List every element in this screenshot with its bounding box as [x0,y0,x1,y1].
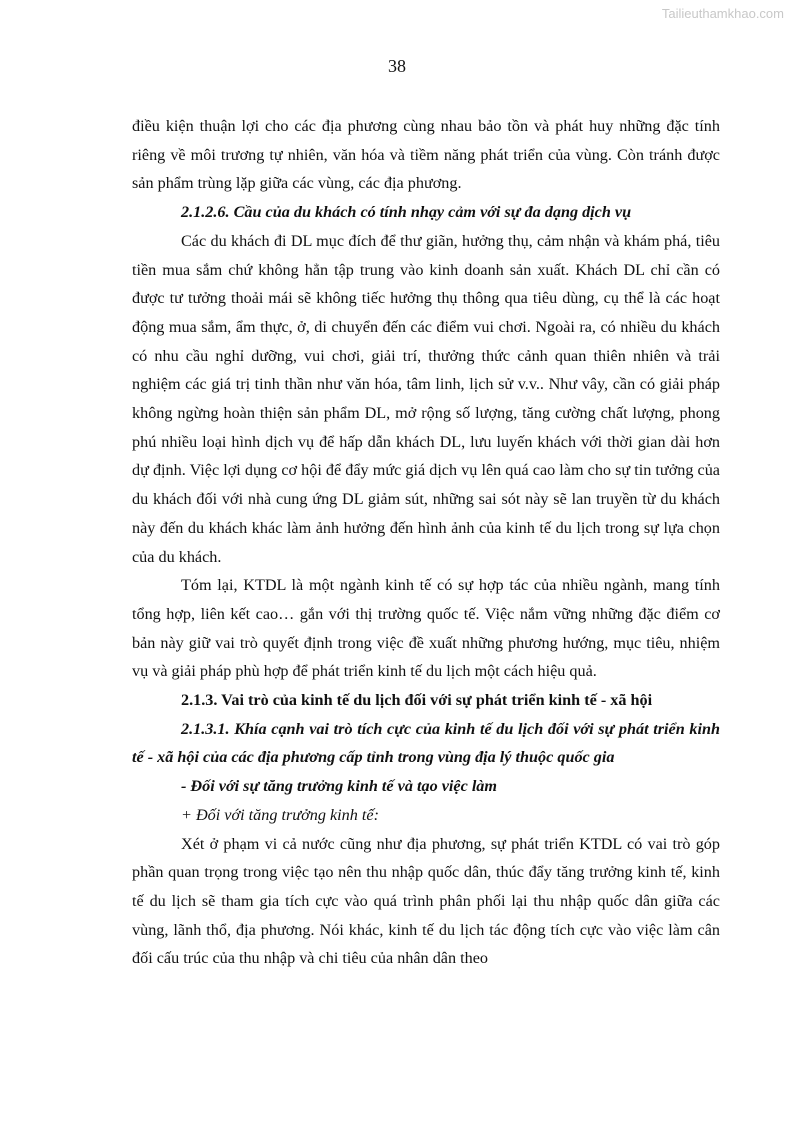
paragraph-tourists: Các du khách đi DL mục đích để thư giãn, hưởng thụ, cảm nhận và khám phá, tiêu tiền mua sắm chứ không hẳn tập trung vào kinh doanh sản xuất. Khách DL chỉ cần có được tư tưởng thoải mái sẽ không tiếc hưởng thụ thông qua tiêu dùng, cụ thể là các hoạt động mua sắm, ẩm thực, ở, di chuyển đến các điểm vui chơi. Ngoài ra, có nhiều du khách có nhu cầu nghỉ dưỡng, vui chơi, giải trí, thưởng thức cảnh quan thiên nhiên và trải nghiệm các giá trị tinh thần như văn hóa, tâm linh, lịch sử v.v.. Như vây, cần có giải pháp không ngừng hoàn thiện sản phẩm DL, mở rộng số lượng, tăng cường chất lượng, phong phú nhiều loại hình dịch vụ để hấp dẫn khách DL, lưu luyến khách với thời gian dài hơn dự định. Việc lợi dụng cơ hội để đẩy mức giá dịch vụ lên quá cao làm cho sự tin tưởng của du khách đối với nhà cung ứng DL giảm sút, những sai sót này sẽ lan truyền từ du khách này đến du khách khác làm ảnh hưởng đến hình ảnh của kinh tế du lịch trong sự lựa chọn của du khách. [132,231,720,566]
paragraph-economic-growth: Xét ở phạm vi cả nước cũng như địa phương, sự phát triển KTDL có vai trò góp phần quan trọng trong việc tạo nên thu nhập quốc dân, thúc đẩy tăng trưởng kinh tế, kinh tế du lịch sẽ tham gia tích cực vào quá trình phân phối lại thu nhập quốc dân giữa các vùng, lãnh thổ, địa phương. Nói khác, kinh tế du lịch tác động tích cực vào việc làm cân đối cấu trúc của thu nhập và chi tiêu của nhân dân theo [132,834,720,968]
paragraph-continuation: điều kiện thuận lợi cho các địa phương cùng nhau bảo tồn và phát huy những đặc tính riêng về môi trương tự nhiên, văn hóa và tiềm năng phát triển của vùng. Còn tránh được sản phẩm trùng lặp giữa các vùng, các địa phương. [132,117,720,193]
page-number: 38 [388,56,406,76]
watermark-text: Tailieuthamkhao.com [661,6,784,21]
heading-2-1-3: 2.1.3. Vai trò của kinh tế du lịch đối với sự phát triển kinh tế - xã hội [181,691,653,710]
heading-growth-and-jobs: - Đối với sự tăng trưởng kinh tế và tạo việc làm [181,777,497,796]
heading-2-1-3-1: 2.1.3.1. Khía cạnh vai trò tích cực của kinh tế du lịch đối với sự phát triển kinh tế - xã hội của các địa phương cấp tỉnh trong vùng địa lý thuộc quốc gia [132,719,720,767]
heading-economic-growth: + Đối với tăng trưởng kinh tế: [181,805,379,824]
document-body [132,112,720,973]
paragraph-summary: Tóm lại, KTDL là một ngành kinh tế có sự hợp tác của nhiều ngành, mang tính tổng hợp, liên kết cao… gắn với thị trường quốc tế. Việc nắm vững những đặc điểm cơ bản này giữ vai trò quyết định trong việc đề xuất những phương hướng, mục tiêu, nhiệm vụ và giải pháp phù hợp để phát triển kinh tế du lịch một cách hiệu quả. [132,576,720,681]
heading-2-1-2-6: 2.1.2.6. Cầu của du khách có tính nhạy cảm với sự đa dạng dịch vụ [181,203,632,222]
